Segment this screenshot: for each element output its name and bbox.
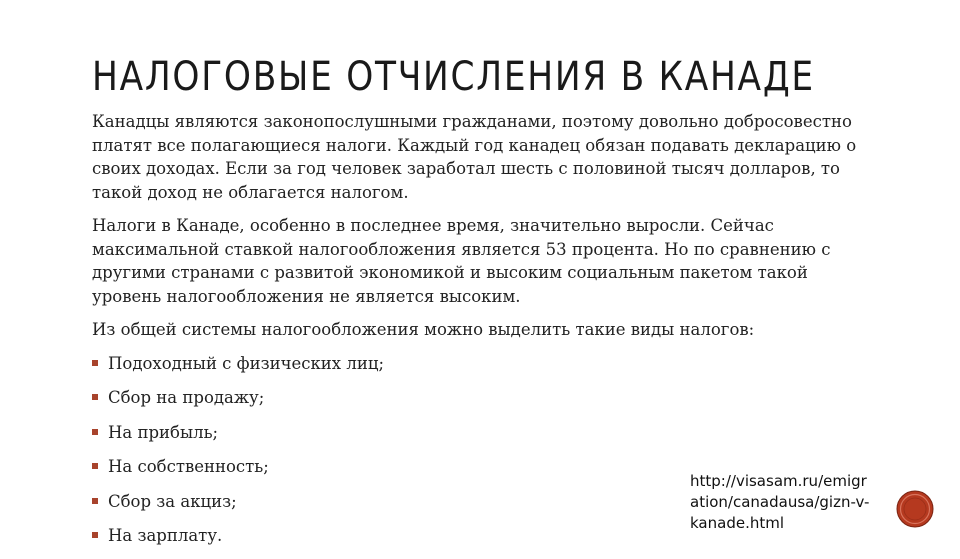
paragraph-intro: Канадцы являются законопослушными гражданами, поэтому довольно добросовестно платят все полагающиеся налоги. Каждый год канадец обязан подавать декларацию о своих доходах. Если за год человек заработал шесть с половиной тысяч долларов, то такой доход не облагается налогом. <box>92 112 857 202</box>
square-bullet-icon <box>92 498 98 504</box>
list-item-label: На прибыль; <box>108 422 219 442</box>
list-item-label: Сбор на продажу; <box>108 388 265 408</box>
list-item-label: Сбор за акциз; <box>108 491 237 511</box>
list-item-label: Подоходный с физических лиц; <box>108 353 385 373</box>
source-link[interactable]: http://visasam.ru/emigration/canadausa/gizn-v-kanade.html <box>690 472 870 532</box>
list-item <box>92 352 862 375</box>
list-item-label: На собственность; <box>108 457 269 477</box>
list-item <box>92 421 862 444</box>
paragraph-rates: Налоги в Канаде, особенно в последнее время, значительно выросли. Сейчас максимальной ставкой налогообложения является 53 процента. Но по сравнению с другими странами с развитой экономикой и высоким социальным пакетом такой уровень налогообложения не является высоким. <box>92 216 831 306</box>
paragraph-types-lead: Из общей системы налогообложения можно выделить такие виды налогов: <box>92 320 755 339</box>
square-bullet-icon <box>92 394 98 400</box>
square-bullet-icon <box>92 360 98 366</box>
slide-title: НАЛОГОВЫЕ ОТЧИСЛЕНИЯ В КАНАДЕ <box>92 54 815 100</box>
list-item-label: На зарплату. <box>108 526 223 546</box>
square-bullet-icon <box>92 463 98 469</box>
slide-number-badge-icon <box>896 490 934 528</box>
list-item <box>92 386 862 409</box>
square-bullet-icon <box>92 532 98 538</box>
square-bullet-icon <box>92 429 98 435</box>
